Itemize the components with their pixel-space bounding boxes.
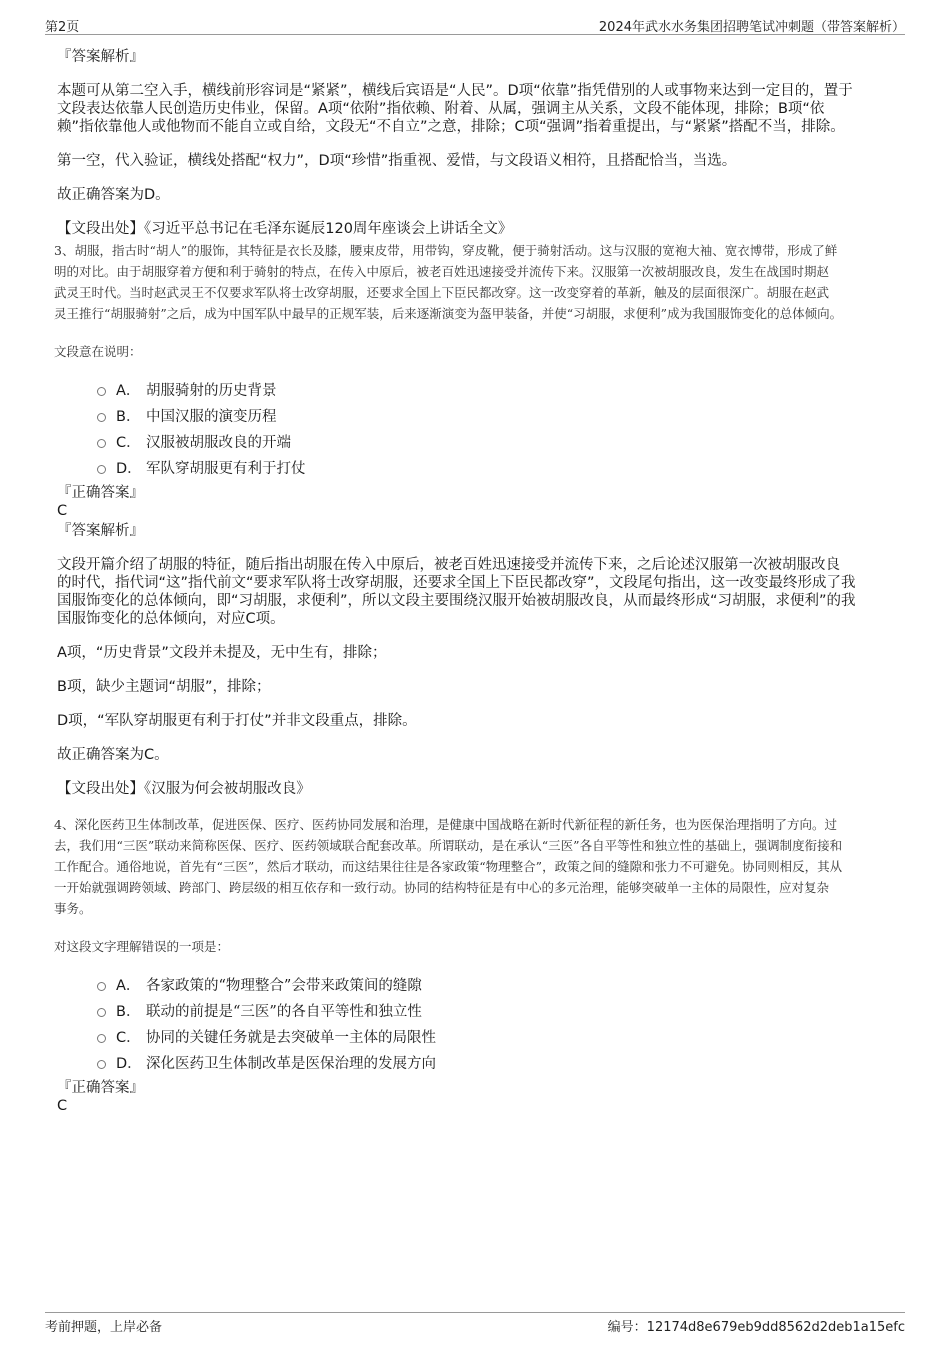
radio-icon[interactable] xyxy=(97,1034,106,1043)
page-number: 第2页 xyxy=(45,20,80,35)
q4-option-c[interactable] xyxy=(97,1023,897,1049)
option-text: 协同的关键任务就是去突破单一主体的局限性 xyxy=(146,1029,436,1046)
q2-analysis-line: 文段表达依靠人民创造历史伟业，保留。A项“依附”指依赖、附着、从属，强调主从关系，文段不能体现，排除；B项“依 xyxy=(57,101,825,117)
q2-conclusion: 故正确答案为D。 xyxy=(57,187,170,203)
source-label: 【文段出处】 xyxy=(57,221,144,237)
q3-note-d: D项，“军队穿胡服更有利于打仗”并非文段重点，排除。 xyxy=(57,713,417,729)
q3-source xyxy=(57,780,897,798)
document-id: 编号：12174d8e679eb9dd8562d2deb1a15efc xyxy=(607,1320,905,1335)
q3-note-a: A项，“历史背景”文段并未提及，无中生有，排除； xyxy=(57,645,387,661)
q3-analysis-line: 国服饰变化的总体倾向，对应C项。 xyxy=(57,611,285,627)
analysis-label: 『答案解析』 xyxy=(57,523,144,539)
q3-analysis xyxy=(57,556,897,628)
document-body xyxy=(54,46,897,1115)
radio-icon[interactable] xyxy=(97,413,106,422)
radio-icon[interactable] xyxy=(97,982,106,991)
document-title: 2024年武水水务集团招聘笔试冲刺题（带答案解析） xyxy=(598,20,905,35)
q3-analysis-line: 文段开篇介绍了胡服的特征，随后指出胡服在传入中原后，被老百姓迅速接受并流传下来，之后论述汉服第一次被胡服改良 xyxy=(57,557,840,573)
q3-options xyxy=(97,376,897,480)
option-text: 中国汉服的演变历程 xyxy=(146,408,277,425)
option-letter: C． xyxy=(116,1029,141,1046)
q4-answer: C xyxy=(57,1098,68,1114)
page-footer xyxy=(45,1312,905,1333)
option-letter: B． xyxy=(116,1003,141,1020)
source-title: 《汉服为何会被胡服改良》 xyxy=(144,781,311,797)
q3-option-c[interactable] xyxy=(97,428,897,454)
option-letter: D． xyxy=(116,1055,142,1072)
option-text: 汉服被胡服改良的开端 xyxy=(146,434,291,451)
q4-stem: 对这段文字理解错误的一项是： xyxy=(54,939,230,954)
correct-answer-label: 『正确答案』 xyxy=(57,1080,144,1096)
q2-analysis xyxy=(57,82,897,136)
correct-answer-label: 『正确答案』 xyxy=(57,485,144,501)
radio-icon[interactable] xyxy=(97,1008,106,1017)
option-letter: D． xyxy=(116,460,142,477)
q3-passage-line: 武灵王时代。当时赵武灵王不仅要求军队将士改穿胡服，还要求全国上下臣民都改穿。这一改变穿着的革新，触及的层面很深广。胡服在赵武 xyxy=(54,285,830,300)
option-letter: C． xyxy=(116,434,141,451)
option-text: 胡服骑射的历史背景 xyxy=(146,382,277,399)
radio-icon[interactable] xyxy=(97,387,106,396)
footer-slogan: 考前押题，上岸必备 xyxy=(45,1320,163,1335)
radio-icon[interactable] xyxy=(97,439,106,448)
option-letter: A． xyxy=(116,382,141,399)
q4-passage-line: 4、深化医药卫生体制改革，促进医保、医疗、医药协同发展和治理，是健康中国战略在新时代新征程的新任务，也为医保治理指明了方向。过 xyxy=(54,817,837,832)
q3-option-d[interactable] xyxy=(97,454,897,480)
q4-passage-line: 去，我们用“三医”联动来简称医保、医疗、医药领域联合配套改革。所谓联动，是在承认“三医”各自平等性和独立性的基础上，强调制度衔接和 xyxy=(54,838,843,853)
option-text: 各家政策的“物理整合”会带来政策间的缝隙 xyxy=(146,977,422,994)
q2-source xyxy=(57,220,897,238)
q2-analysis-p2: 第一空，代入验证，横线处搭配“权力”，D项“珍惜”指重视、爱惜，与文段语义相符，且搭配恰当，当选。 xyxy=(57,153,737,169)
q3-passage-line: 3、胡服，指古时“胡人”的服饰，其特征是衣长及膝，腰束皮带，用带钩，穿皮靴，便于骑射活动。这与汉服的宽袍大袖、宽衣博带，形成了鲜 xyxy=(54,243,838,258)
radio-icon[interactable] xyxy=(97,1060,106,1069)
option-letter: A． xyxy=(116,977,141,994)
q4-options xyxy=(97,971,897,1075)
q2-analysis-line: 赖”指依靠他人或他物而不能自立或自给，文段无“不自立”之意，排除；C项“强调”指着重提出，与“紧紧”搭配不当，排除。 xyxy=(57,119,845,135)
source-label: 【文段出处】 xyxy=(57,781,144,797)
q4-option-b[interactable] xyxy=(97,997,897,1023)
q4-option-a[interactable] xyxy=(97,971,897,997)
option-letter: B． xyxy=(116,408,141,425)
q3-conclusion: 故正确答案为C。 xyxy=(57,747,169,763)
q3-note-b: B项，缺少主题词“胡服”，排除； xyxy=(57,679,271,695)
q3-option-b[interactable] xyxy=(97,402,897,428)
q3-analysis-line: 国服饰变化的总体倾向，即“习胡服，求便利”，所以文段主要围绕汉服开始被胡服改良，从而最终形成“习胡服，求便利”的我 xyxy=(57,593,856,609)
q3-analysis-line: 的时代，指代词“这”指代前文“要求军队将士改穿胡服，还要求全国上下臣民都改穿”，文段尾句指出，这一改变最终形成了我 xyxy=(57,575,856,591)
source-title: 《习近平总书记在毛泽东诞辰120周年座谈会上讲话全文》 xyxy=(144,221,513,237)
radio-icon[interactable] xyxy=(97,465,106,474)
q4-passage-line: 工作配合。通俗地说，首先有“三医”，然后才联动，而这结果往往是各家政策“物理整合”，政策之间的缝隙和张力不可避免。协同则相反，其从 xyxy=(54,859,843,874)
q3-passage-line: 灵王推行“胡服骑射”之后，成为中国军队中最早的正规军装，后来逐渐演变为盔甲装备，并使“习胡服，求便利”成为我国服饰变化的总体倾向。 xyxy=(54,306,843,321)
q3-passage xyxy=(54,240,897,324)
q3-passage-line: 明的对比。由于胡服穿着方便和利于骑射的特点，在传入中原后，被老百姓迅速接受并流传下来。汉服第一次被胡服改良，发生在战国时期赵 xyxy=(54,264,830,279)
option-text: 深化医药卫生体制改革是医保治理的发展方向 xyxy=(146,1055,436,1072)
q3-stem: 文段意在说明： xyxy=(54,344,142,359)
option-text: 联动的前提是“三医”的各自平等性和独立性 xyxy=(146,1003,422,1020)
q4-passage-line: 事务。 xyxy=(54,901,92,916)
option-text: 军队穿胡服更有利于打仗 xyxy=(146,460,306,477)
analysis-label: 『答案解析』 xyxy=(57,49,144,65)
q4-passage xyxy=(54,814,897,919)
q3-option-a[interactable] xyxy=(97,376,897,402)
q4-passage-line: 一开始就强调跨领域、跨部门、跨层级的相互依存和一致行动。协同的结构特征是有中心的多元治理，能够突破单一主体的局限性，应对复杂 xyxy=(54,880,830,895)
q4-option-d[interactable] xyxy=(97,1049,897,1075)
page-header xyxy=(45,14,905,35)
q3-answer: C xyxy=(57,503,68,519)
q2-analysis-line: 本题可从第二空入手，横线前形容词是“紧紧”，横线后宾语是“人民”。D项“依靠”指凭借别的人或事物来达到一定目的，置于 xyxy=(57,83,853,99)
